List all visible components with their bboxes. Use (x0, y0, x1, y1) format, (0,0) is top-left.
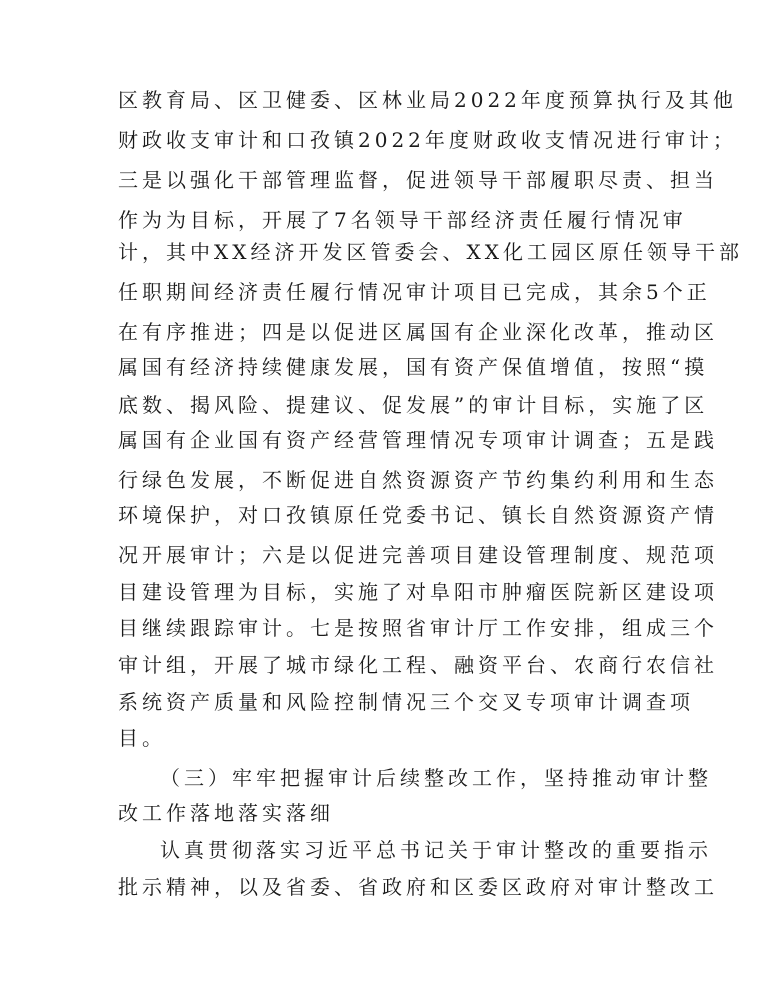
text-line: 在有序推进；四是以促进区属国有企业深化改革，推动区 (118, 320, 718, 344)
text-line: 属国有企业国有资产经营管理情况专项审计调查；五是践 (118, 428, 718, 452)
text-line: 属国有经济持续健康发展，国有资产保值增值，按照“摸 (118, 355, 709, 379)
text-line: 行绿色发展，不断促进自然资源资产节约集约利用和生态 (118, 468, 718, 492)
text-line: 计，其中XX经济开发区管委会、XX化工园区原任领导干部 (118, 240, 743, 264)
text-line: 区教育局、区卫健委、区林业局2022年度预算执行及其他 (118, 88, 737, 112)
section-heading-cont: 改工作落地落实落细 (118, 801, 334, 825)
text-line: 系统资产质量和风险控制情况三个交叉专项审计调查项 (118, 690, 694, 714)
text-line: 批示精神，以及省委、省政府和区委区政府对审计整改工 (118, 875, 718, 899)
text-line: 况开展审计；六是以促进完善项目建设管理制度、规范项 (118, 543, 718, 567)
text-line: 目。 (118, 726, 166, 750)
text-line: 作为为目标，开展了7名领导干部经济责任履行情况审 (118, 208, 687, 232)
text-line: 审计组，开展了城市绿化工程、融资平台、农商行农信社 (118, 653, 718, 677)
text-line: 目建设管理为目标，实施了对阜阳市肿瘤医院新区建设项 (118, 580, 718, 604)
text-line: 目继续跟踪审计。七是按照省审计厅工作安排，组成三个 (118, 616, 718, 640)
text-line: 财政收支审计和口孜镇2022年度财政收支情况进行审计； (118, 128, 737, 152)
text-line: 任职期间经济责任履行情况审计项目已完成，其余5个正 (118, 280, 711, 304)
text-line: 认真贯彻落实习近平总书记关于审计整改的重要指示 (160, 838, 712, 862)
text-line: 环境保护，对口孜镇原任党委书记、镇长自然资源资产情 (118, 503, 718, 527)
text-line: 三是以强化干部管理监督，促进领导干部履职尽责、担当 (118, 168, 718, 192)
section-heading: （三）牢牢把握审计后续整改工作，坚持推动审计整 (160, 766, 712, 790)
text-line: 底数、揭风险、提建议、促发展”的审计目标，实施了区 (118, 393, 709, 417)
